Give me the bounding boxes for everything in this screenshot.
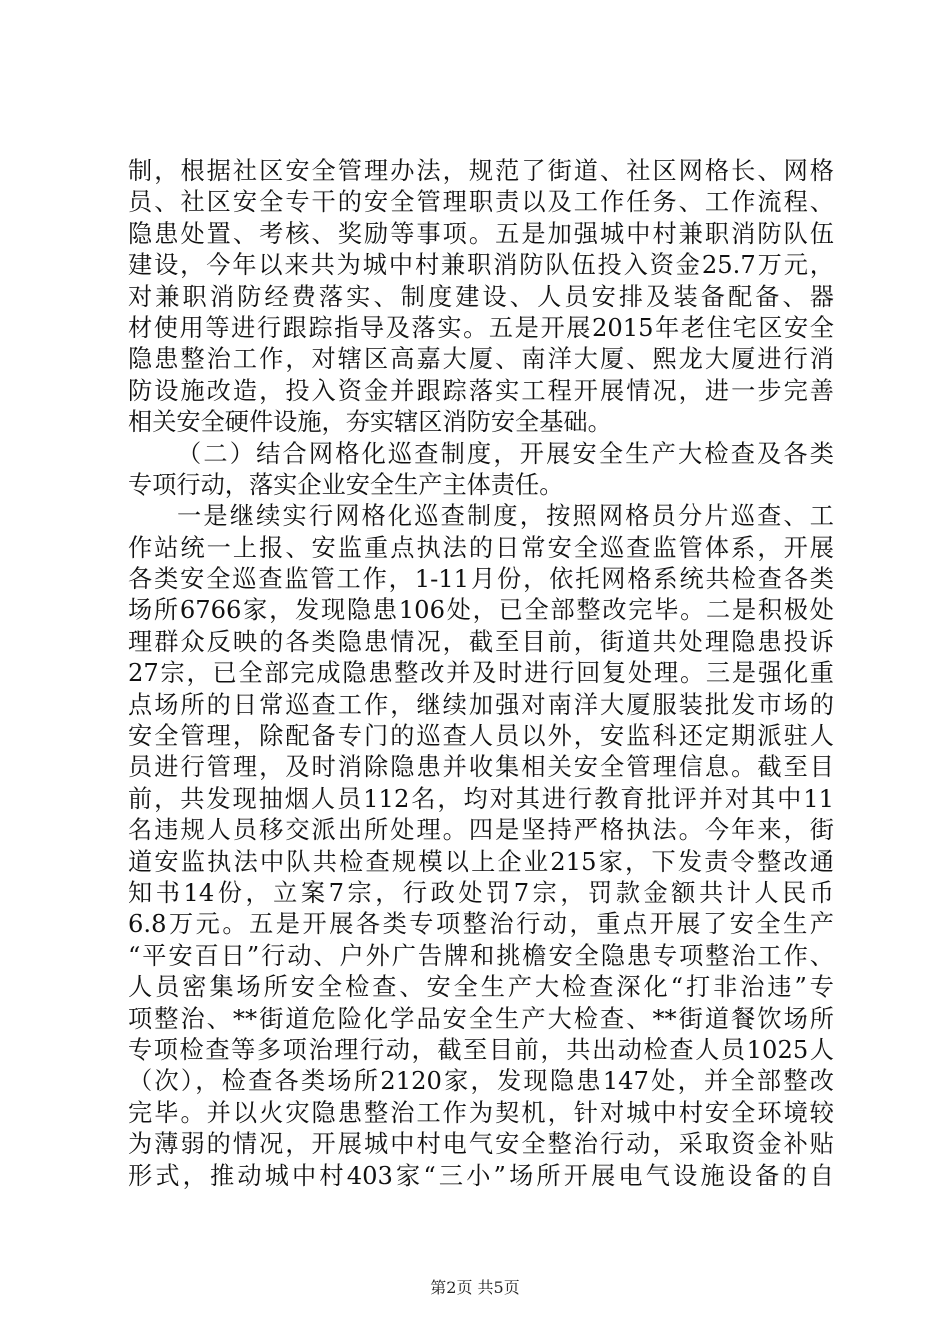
text-line: 完毕。并以火灾隐患整治工作为契机，针对城中村安全环境较 [128,1098,834,1127]
body-text [128,156,834,1192]
text-line: 专项检查等多项治理行动，截至目前，共出动检查人员1025人 [128,1035,834,1064]
text-line: 隐患整治工作，对辖区高嘉大厦、南洋大厦、熙龙大厦进行消 [128,345,834,374]
text-line: （次），检查各类场所2120家，发现隐患147处，并全部整改 [128,1067,834,1096]
text-line: 形式，推动城中村403家“三小”场所开展电气设施设备的自 [128,1161,834,1190]
section-heading-2 [128,439,834,502]
text-line: 知书14份，立案7宗，行政处罚7宗，罚款金额共计人民币 [128,878,834,907]
text-line: 前，共发现抽烟人员112名，均对其进行教育批评并对其中11 [128,784,834,813]
text-line: 安全管理，除配备专门的巡查人员以外，安监科还定期派驻人 [128,722,834,751]
text-line: 防设施改造，投入资金并跟踪落实工程开展情况，进一步完善 [128,376,834,405]
text-line: 隐患处置、考核、奖励等事项。五是加强城中村兼职消防队伍 [128,219,834,248]
text-line: 理群众反映的各类隐患情况，截至目前，街道共处理隐患投诉 [128,627,834,656]
text-line: 6.8万元。五是开展各类专项整治行动，重点开展了安全生产 [128,910,834,939]
text-line: 27宗，已全部完成隐患整改并及时进行回复处理。三是强化重 [128,659,834,688]
text-line: 材使用等进行跟踪指导及落实。五是开展2015年老住宅区安全 [128,313,834,342]
text-line: 各类安全巡查监管工作，1-11月份，依托网格系统共检查各类 [128,565,834,594]
paragraph-grid-management [128,156,834,439]
text-line: 点场所的日常巡查工作，继续加强对南洋大厦服装批发市场的 [128,690,834,719]
text-line: 对兼职消防经费落实、制度建设、人员安排及装备配备、器 [128,282,834,311]
text-line: 人员密集场所安全检查、安全生产大检查深化“打非治违”专 [128,973,834,1002]
text-line: 专项行动，落实企业安全生产主体责任。 [128,470,564,499]
text-line: 一是继续实行网格化巡查制度，按照网格员分片巡查、工 [177,502,834,531]
text-line: 员进行管理，及时消除隐患并收集相关安全管理信息。截至目 [128,753,834,782]
text-line: 道安监执法中队共检查规模以上企业215家，下发责令整改通 [128,847,834,876]
text-line: 相关安全硬件设施，夯实辖区消防安全基础。 [128,408,612,437]
text-line: 场所6766家，发现隐患106处，已全部整改完毕。二是积极处 [128,596,834,625]
text-line: 员、社区安全专干的安全管理职责以及工作任务、工作流程、 [128,188,834,217]
text-line: 为薄弱的情况，开展城中村电气安全整治行动，采取资金补贴 [128,1130,834,1159]
text-line: “平安百日”行动、户外广告牌和挑檐安全隐患专项整治工作、 [128,941,834,970]
text-line: （二）结合网格化巡查制度，开展安全生产大检查及各类 [177,439,834,468]
text-line: 名违规人员移交派出所处理。四是坚持严格执法。今年来，街 [128,816,834,845]
page-number: 第2页 共5页 [430,1278,520,1297]
text-line: 作站统一上报、安监重点执法的日常安全巡查监管体系，开展 [128,533,834,562]
paragraph-inspections [128,501,834,1192]
text-line: 制，根据社区安全管理办法，规范了街道、社区网格长、网格 [128,157,834,185]
text-line: 建设，今年以来共为城中村兼职消防队伍投入资金25.7万元， [128,251,834,280]
page-footer [0,1278,950,1298]
text-line: 项整治、**街道危险化学品安全生产大检查、**街道餐饮场所 [128,1004,834,1033]
